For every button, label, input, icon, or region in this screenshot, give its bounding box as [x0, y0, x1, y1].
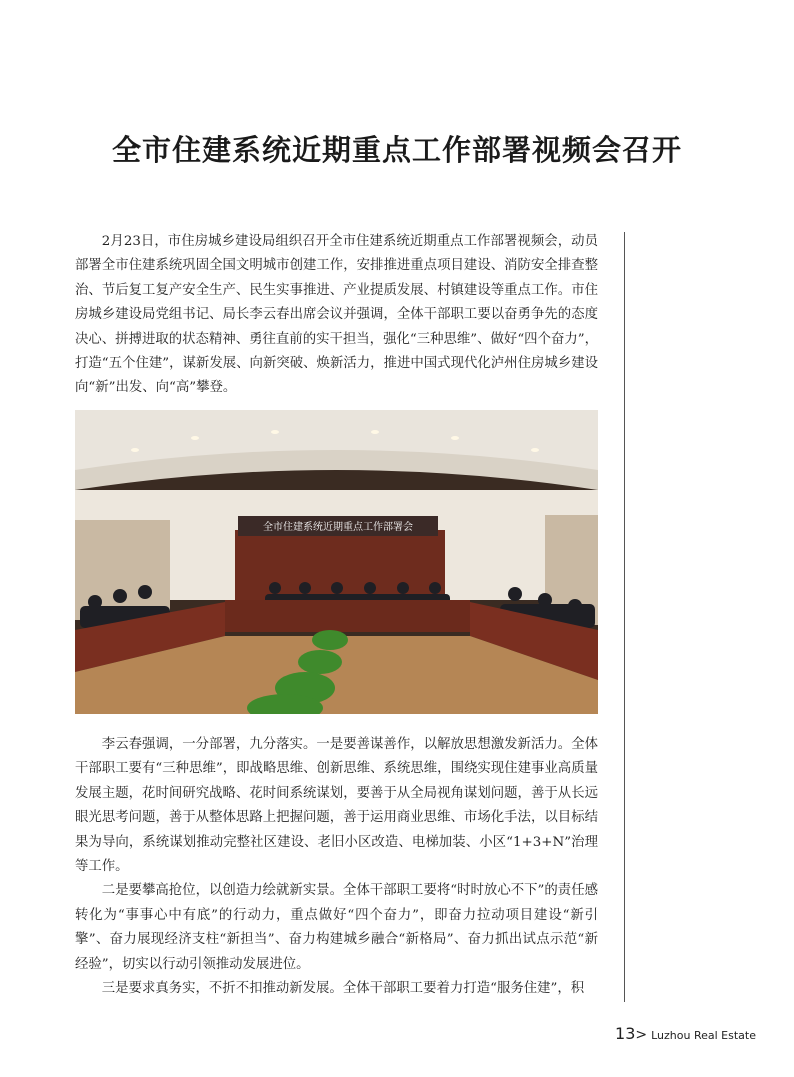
meeting-banner: 全市住建系统近期重点工作部署会	[263, 522, 413, 533]
meeting-photo	[75, 410, 598, 714]
article-title: 全市住建系统近期重点工作部署视频会召开	[111, 133, 682, 167]
paragraph: 二是要攀高抢位，以创造力绘就新实景。全体干部职工要将“时时放心不下”的责任感转化为“事事心中有底”的行动力，重点做好“四个奋力”，即奋力拉动项目建设“新引擎”、奋力展现经济支柱“新担当”、奋力构建城乡融合“新格局”、奋力抓出试点示范“新经验”，切实以行动引领推动发展进位。	[75, 883, 598, 972]
magazine-name: Luzhou Real Estate	[651, 1029, 756, 1042]
article-body-bottom	[75, 733, 598, 1001]
paragraph: 三是要求真务实，不折不扣推动新发展。全体干部职工要着力打造“服务住建”，积	[101, 981, 585, 997]
article-body-top	[75, 230, 598, 401]
page-number: 13	[615, 1024, 636, 1043]
page-footer	[615, 1024, 756, 1043]
arrow-icon: >	[635, 1027, 648, 1043]
paragraph: 2月23日，市住房城乡建设局组织召开全市住建系统近期重点工作部署视频会，动员部署全市住建系统巩固全国文明城市创建工作，安排推进重点项目建设、消防安全排查整治、节后复工复产安全生产、民生实事推进、产业提质发展、村镇建设等重点工作。市住房城乡建设局党组书记、局长李云春出席会议并强调，全体干部职工要以奋勇争先的态度决心、拼搏进取的状态精神、勇往直前的实干担当，强化“三种思维”、做好“四个奋力”，打造“五个住建”，谋新发展、向新突破、焕新活力，推进中国式现代化泸州住房城乡建设向“新”出发、向“高”攀登。	[75, 234, 598, 396]
column-divider	[624, 232, 625, 1002]
paragraph: 李云春强调，一分部署，九分落实。一是要善谋善作，以解放思想激发新活力。全体干部职工要有“三种思维”，即战略思维、创新思维、系统思维，围绕实现住建事业高质量发展主题，花时间研究战略、花时间系统谋划，要善于从全局视角谋划问题，善于从长远眼光思考问题，善于从整体思路上把握问题，善于运用商业思维、市场化手法，以目标结果为导向，系统谋划推动完整社区建设、老旧小区改造、电梯加装、小区“1+3+N”治理等工作。	[75, 737, 598, 875]
